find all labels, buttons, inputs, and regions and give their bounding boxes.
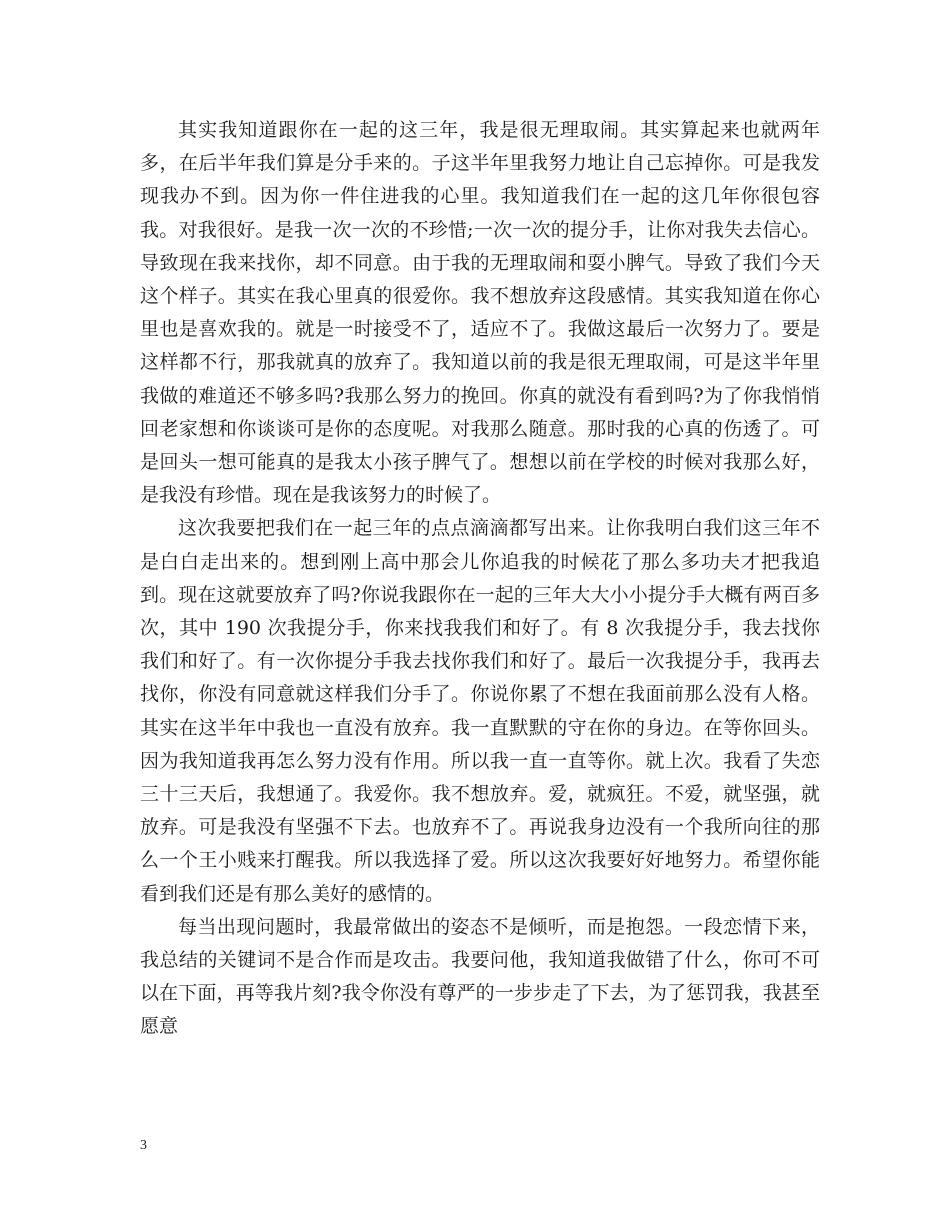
page-number: 3: [140, 1138, 147, 1153]
paragraph-2: 这次我要把我们在一起三年的点点滴滴都写出来。让你我明白我们这三年不是白白走出来的。想到刚上高中那会儿你追我的时候花了那么多功夫才把我追到。现在这就要放弃了吗?你说我跟你在一起的三年大大小小提分手大概有两百多次，其中 190 次我提分手，你来找我我们和好了。有 8 次我提分手，我去找你我们和好了。有一次你提分手我去找你我们和好了。最后一次我提分手，我再去找你，你没有同意就这样我们分手了。你说你累了不想在我面前那么没有人格。其实在这半年中我也一直没有放弃。我一直默默的守在你的身边。在等你回头。因为我知道我再怎么努力没有作用。所以我一直一直等你。就上次。我看了失恋三十三天后，我想通了。我爱你。我不想放弃。爱，就疯狂。不爱，就坚强，就放弃。可是我没有坚强不下去。也放弃不了。再说我身边没有一个我所向往的那么一个王小贱来打醒我。所以我选择了爱。所以这次我要好好地努力。希望你能看到我们还是有那么美好的感情的。: [140, 517, 820, 905]
body-text: [140, 114, 820, 1044]
paragraph-1: 其实我知道跟你在一起的这三年，我是很无理取闹。其实算起来也就两年多，在后半年我们算是分手来的。子这半年里我努力地让自己忘掉你。可是我发现我办不到。因为你一件住进我的心里。我知道我们在一起的这几年你很包容我。对我很好。是我一次一次的不珍惜;一次一次的提分手，让你对我失去信心。导致现在我来找你，却不同意。由于我的无理取闹和耍小脾气。导致了我们今天这个样子。其实在我心里真的很爱你。我不想放弃这段感情。其实我知道在你心里也是喜欢我的。就是一时接受不了，适应不了。我做这最后一次努力了。要是这样都不行，那我就真的放弃了。我知道以前的我是很无理取闹，可是这半年里我做的难道还不够多吗?我那么努力的挽回。你真的就没有看到吗?为了你我悄悄回老家想和你谈谈可是你的态度呢。对我那么随意。那时我的心真的伤透了。可是回头一想可能真的是我太小孩子脾气了。想想以前在学校的时候对我那么好，是我没有珍惜。现在是我该努力的时候了。: [140, 119, 820, 507]
paragraph-3: 每当出现问题时，我最常做出的姿态不是倾听，而是抱怨。一段恋情下来，我总结的关键词不是合作而是攻击。我要问他，我知道我做错了什么，你可不可以在下面，再等我片刻?我令你没有尊严的一步步走了下去，为了惩罚我，我甚至愿意: [140, 915, 820, 1038]
